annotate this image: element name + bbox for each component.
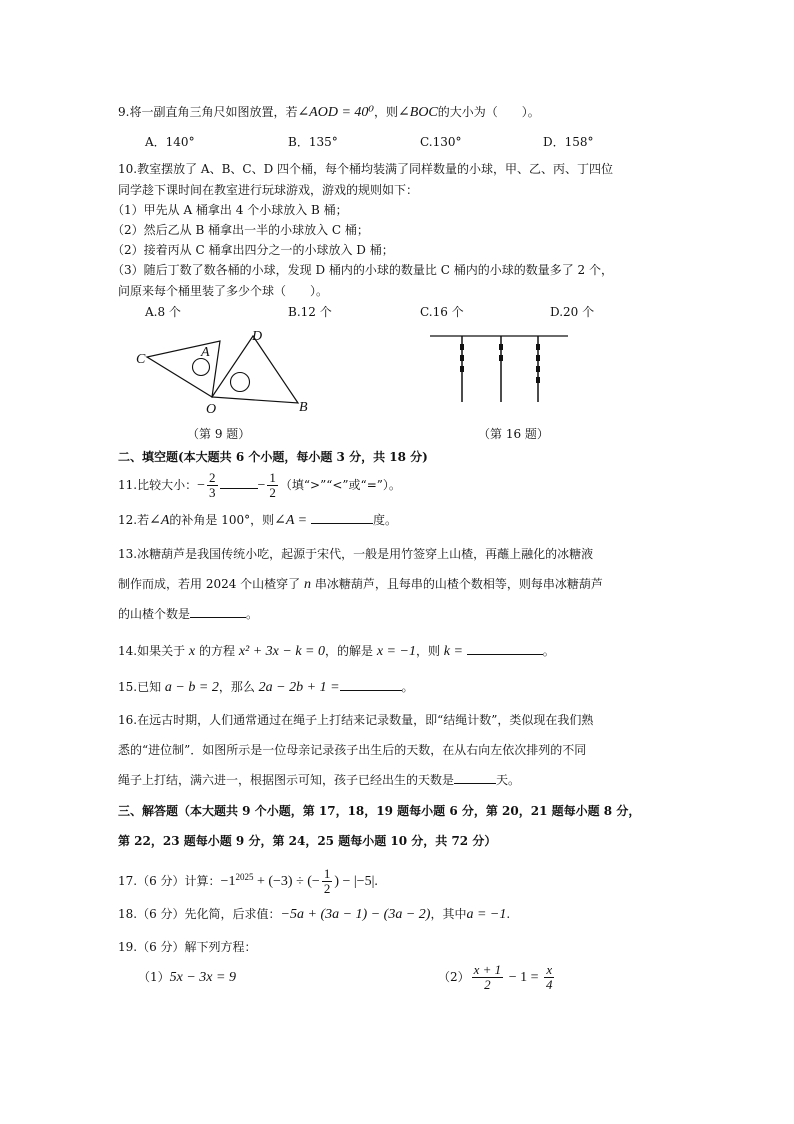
q11-post: （填“>”“<”或“=”）。	[279, 478, 401, 492]
q13-line3	[118, 605, 258, 623]
q16-line3	[118, 771, 520, 789]
q14-k: k =	[443, 644, 463, 659]
q15-answer-blank[interactable]	[340, 678, 402, 691]
q15-line	[118, 678, 414, 697]
q15-pre: 15.已知	[118, 680, 162, 694]
q16-line3-pre: 绳子上打结，满六进一，根据图示可知，孩子已经出生的天数是	[118, 773, 455, 787]
q19-part1	[138, 968, 236, 987]
q19-right-den: 4	[545, 977, 553, 992]
rope-left	[460, 336, 464, 402]
q16-answer-blank[interactable]	[454, 771, 496, 784]
q12-mid: 的补角是 100°，则	[169, 513, 275, 527]
q14-equation: x² + 3x − k = 0	[238, 644, 325, 659]
q13-line1: 13.冰糖葫芦是我国传统小吃，起源于宋代，一般是用竹签穿上山楂，再蘸上融化的冰糖液	[118, 547, 594, 561]
q10-option-a: A.8 个	[145, 305, 181, 319]
q12-pre: 12.若	[118, 513, 150, 527]
q16-line2: 悉的“进位制”．如图所示是一位母亲记录孩子出生后的天数，在从右向左依次排列的不同	[118, 743, 587, 757]
q17-term2: + (−3) ÷ (−	[253, 874, 320, 889]
q16-line1: 16.在远古时期，人们通常通过在绳子上打结来记录数量，即“结绳计数”，类似现在我们熟	[118, 713, 594, 727]
q19-part1-label: （1）	[138, 970, 170, 984]
q19-part1-equation: 5x − 3x = 9	[169, 970, 236, 985]
figure-q9-caption: （第 9 题）	[187, 427, 251, 441]
q19-part2-label: （2）	[438, 970, 470, 984]
q17-frac-den: 2	[323, 881, 331, 896]
q17-frac-num: 1	[323, 866, 331, 881]
q14-mid2: ，的解是	[325, 644, 374, 658]
figure-q16-ropes	[430, 328, 580, 408]
q13-line3-post: 。	[246, 607, 259, 621]
q10-rule1: （1）甲先从 A 桶拿出 4 个小球放入 B 桶；	[112, 203, 348, 217]
q9-target-angle: ∠BOC	[398, 105, 438, 120]
q18-value: a = −1	[466, 907, 507, 922]
q17-line	[118, 862, 378, 897]
q18-pre: 18.（6 分）先化简，后求值：	[118, 907, 281, 921]
q17-term3: ) − |−5|.	[334, 874, 378, 889]
q18-mid: ，其中	[430, 907, 467, 921]
q11-neg1: −	[197, 478, 205, 493]
q19-left-num: x + 1	[473, 962, 502, 977]
label-o: O	[206, 402, 217, 417]
section3-heading-line1: 三、解答题（本大题共 9 个小题，第 17，18，19 题每小题 6 分，第 20，21 题每小题 8 分，	[118, 804, 641, 818]
q10-option-c: C.16 个	[420, 305, 464, 319]
q15-expression: 2a − 2b + 1 =	[258, 680, 340, 695]
q14-mid3: ，则	[415, 644, 440, 658]
q10-rule2: （2）然后乙从 B 桶拿出一半的小球放入 C 桶；	[112, 223, 369, 237]
label-a: A	[201, 345, 210, 360]
q12-answer-blank[interactable]	[311, 511, 373, 524]
q17-fraction	[322, 867, 333, 896]
q14-answer-blank[interactable]	[467, 642, 543, 655]
q19-left-den: 2	[484, 977, 491, 992]
q18-post: .	[506, 907, 511, 921]
rope-right	[536, 336, 540, 402]
q19-part2	[438, 960, 556, 995]
q14-var-x: x	[188, 644, 196, 659]
q13-line2-pre: 制作而成，若用 2024 个山楂穿了	[118, 577, 301, 591]
q19-part2-right-fraction	[544, 963, 555, 992]
q19-stem: 19.（6 分）解下列方程：	[118, 940, 257, 954]
q14-solution: x = −1	[376, 644, 416, 659]
q15-condition: a − b = 2	[164, 680, 219, 695]
q14-mid: 的方程	[198, 644, 235, 658]
q10-option-d: D.20 个	[550, 305, 595, 319]
section2-heading: 二、填空题(本大题共 6 个小题，每小题 3 分，共 18 分)	[118, 450, 428, 464]
figure-q9-triangles	[130, 325, 320, 420]
q10-line1: 10.教室摆放了 A、B、C、D 四个桶，每个桶均装满了同样数量的小球，甲、乙、丙、丁四位	[118, 162, 614, 176]
q9-mid: ，则	[374, 105, 399, 119]
q12-angle2: ∠A =	[274, 513, 308, 528]
q13-line2	[118, 575, 603, 594]
q17-term1: −1	[220, 874, 236, 889]
q14-pre: 14.如果关于	[118, 644, 186, 658]
q10-rule4: （3）随后丁数了数各桶的小球，发现 D 桶内的小球的数量比 C 桶内的小球的数量多了 2 个，	[112, 263, 613, 277]
q13-answer-blank[interactable]	[190, 605, 246, 618]
q12-angle: ∠A	[149, 513, 170, 528]
q11-pre: 11.比较大小：	[118, 478, 198, 492]
q9-option-a: A．140°	[145, 135, 195, 149]
q13-var-n: n	[304, 577, 311, 592]
q9-option-c: C.130°	[420, 135, 462, 149]
q16-line3-post: 天。	[496, 773, 521, 787]
q19-part2-mid: − 1 =	[505, 970, 542, 985]
q11-line	[118, 470, 401, 501]
q18-line	[118, 905, 510, 924]
q18-expression: −5a + (3a − 1) − (3a − 2)	[280, 907, 431, 922]
q9-post: 的大小为（ ）。	[437, 105, 540, 119]
q9-option-d: D．158°	[543, 135, 594, 149]
q17-pre: 17.（6 分）计算：	[118, 874, 221, 888]
q9-option-b: B．135°	[288, 135, 338, 149]
q10-line2: 同学趁下课时间在教室进行玩球游戏，游戏的规则如下：	[118, 183, 419, 197]
rope-middle	[499, 336, 503, 402]
q10-line7: 问原来每个桶里装了多少个球（ ）。	[118, 284, 329, 298]
triangle-odb	[212, 336, 298, 403]
q11-f1-den: 3	[209, 485, 216, 500]
inner-circle-right	[231, 373, 250, 392]
q14-post: 。	[542, 644, 555, 658]
q12-line	[118, 511, 397, 530]
q9-condition: ∠AOD = 40⁰	[297, 105, 375, 120]
q19-part2-left-fraction	[472, 963, 504, 992]
q17-exponent: 2025	[235, 872, 254, 882]
q11-f1-num: 2	[209, 470, 216, 485]
q11-f2-den: 2	[269, 485, 276, 500]
inner-circle-left	[193, 359, 210, 376]
q9-stem	[118, 103, 540, 122]
q10-option-b: B.12 个	[288, 305, 332, 319]
label-b: B	[299, 400, 308, 415]
q11-fraction2	[267, 471, 278, 500]
q14-line	[118, 642, 555, 661]
q13-line2-post: 串冰糖葫芦，且每串的山楂个数相等，则每串冰糖葫芦	[314, 577, 603, 591]
q11-f2-num: 1	[269, 470, 276, 485]
q11-neg2: −	[257, 478, 266, 493]
q12-post: 度。	[372, 513, 397, 527]
q19-right-num: x	[544, 963, 555, 978]
label-c: C	[136, 352, 146, 367]
q15-post: 。	[401, 680, 414, 694]
label-d: D	[252, 329, 263, 344]
q11-fraction1	[207, 471, 218, 500]
q9-pre: 9.将一副直角三角尺如图放置，若	[118, 105, 298, 119]
q10-rule3: （2）接着丙从 C 桶拿出四分之一的小球放入 D 桶；	[112, 243, 394, 257]
q15-mid: ，那么	[218, 680, 255, 694]
figure-q16-caption: （第 16 题）	[478, 427, 549, 441]
q11-answer-blank[interactable]	[220, 476, 258, 489]
section3-heading-line2: 第 22，23 题每小题 9 分，第 24，25 题每小题 10 分，共 72 分）	[118, 834, 497, 848]
q13-line3-pre: 的山楂个数是	[118, 607, 191, 621]
